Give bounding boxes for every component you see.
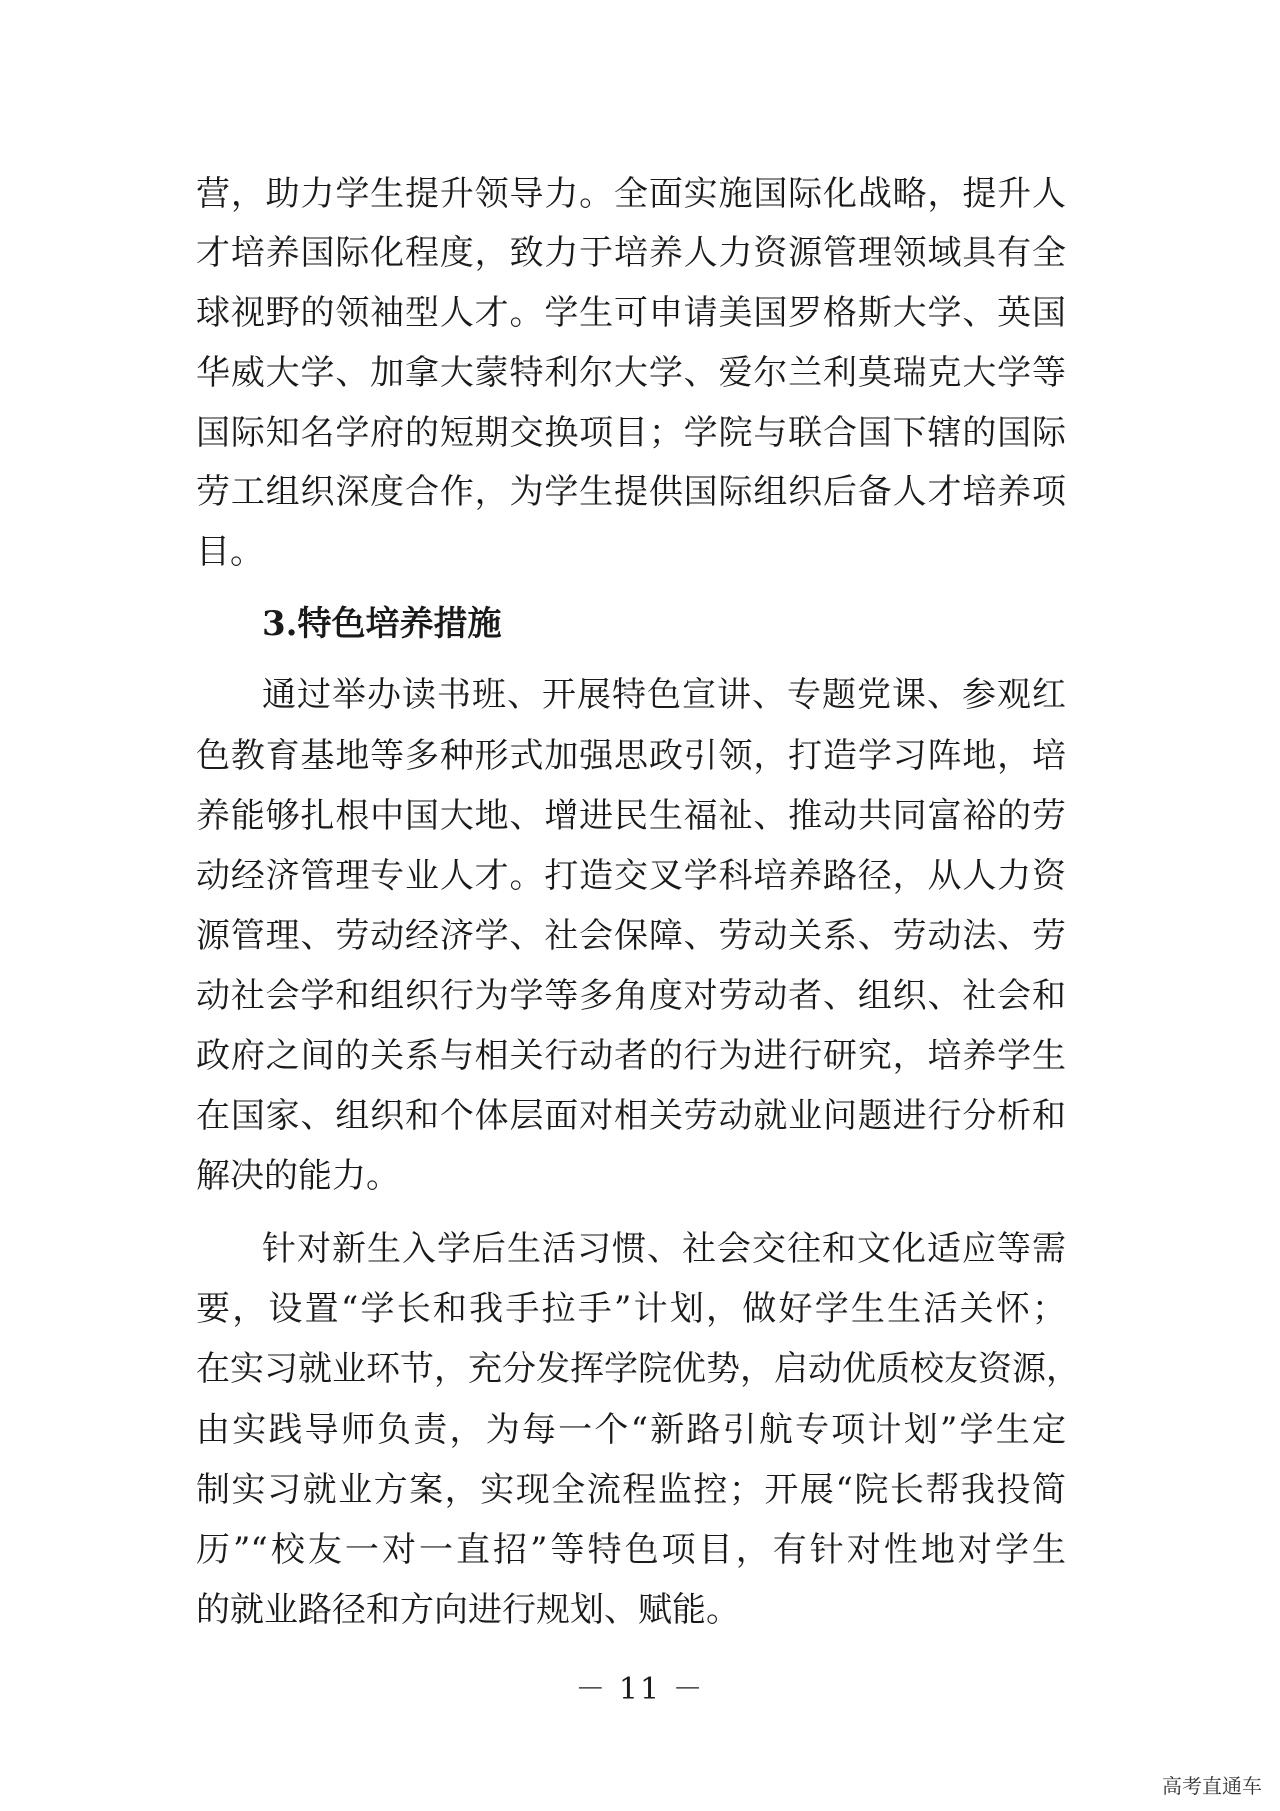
paragraph-line: 历”“校友一对一直招”等特色项目，有针对性地对学生 [196, 1530, 1066, 1570]
paragraph-line: 色教育基地等多种形式加强思政引领，打造学习阵地，培 [196, 736, 1066, 776]
page-number: － 11 － [575, 1672, 705, 1707]
paragraph-line: 国际知名学府的短期交换项目；学院与联合国下辖的国际 [196, 413, 1066, 453]
paragraph-line: 才培养国际化程度，致力于培养人力资源管理领域具有全 [196, 233, 1066, 273]
paragraph-line: 球视野的领袖型人才。学生可申请美国罗格斯大学、英国 [196, 293, 1066, 333]
paragraph-line: 制实习就业方案，实现全流程监控；开展“院长帮我投简 [196, 1470, 1066, 1510]
paragraph-line: 营，助力学生提升领导力。全面实施国际化战略，提升人 [196, 174, 1066, 214]
paragraph-line: 政府之间的关系与相关行动者的行为进行研究，培养学生 [196, 1036, 1066, 1076]
paragraph-line: 华威大学、加拿大蒙特利尔大学、爱尔兰利莫瑞克大学等 [196, 353, 1066, 393]
paragraph-line: 动社会学和组织行为学等多角度对劳动者、组织、社会和 [196, 976, 1066, 1016]
paragraph-line: 目。 [196, 532, 264, 572]
paragraph-line: 解决的能力。 [196, 1156, 400, 1196]
paragraph-line: 在实习就业环节，充分发挥学院优势，启动优质校友资源， [196, 1349, 1080, 1389]
paragraph-line: 养能够扎根中国大地、增进民生福祉、推动共同富裕的劳 [196, 796, 1066, 836]
paragraph-line: 的就业路径和方向进行规划、赋能。 [196, 1590, 740, 1630]
paragraph-line: 源管理、劳动经济学、社会保障、劳动关系、劳动法、劳 [196, 916, 1066, 956]
paragraph-line: 由实践导师负责，为每一个“新路引航专项计划”学生定 [196, 1410, 1066, 1450]
paragraph-line: 劳工组织深度合作，为学生提供国际组织后备人才培养项 [196, 472, 1066, 512]
section-heading: 3.特色培养措施 [262, 604, 502, 644]
paragraph-line: 在国家、组织和个体层面对相关劳动就业问题进行分析和 [196, 1096, 1066, 1136]
paragraph-line: 要，设置“学长和我手拉手”计划，做好学生生活关怀； [196, 1289, 1066, 1329]
paragraph-line: 通过举办读书班、开展特色宣讲、专题党课、参观红 [262, 675, 1066, 715]
paragraph-line: 针对新生入学后生活习惯、社会交往和文化适应等需 [262, 1229, 1066, 1269]
paragraph-line: 动经济管理专业人才。打造交叉学科培养路径，从人力资 [196, 856, 1066, 896]
watermark: 高考直通车 [1162, 1774, 1262, 1798]
